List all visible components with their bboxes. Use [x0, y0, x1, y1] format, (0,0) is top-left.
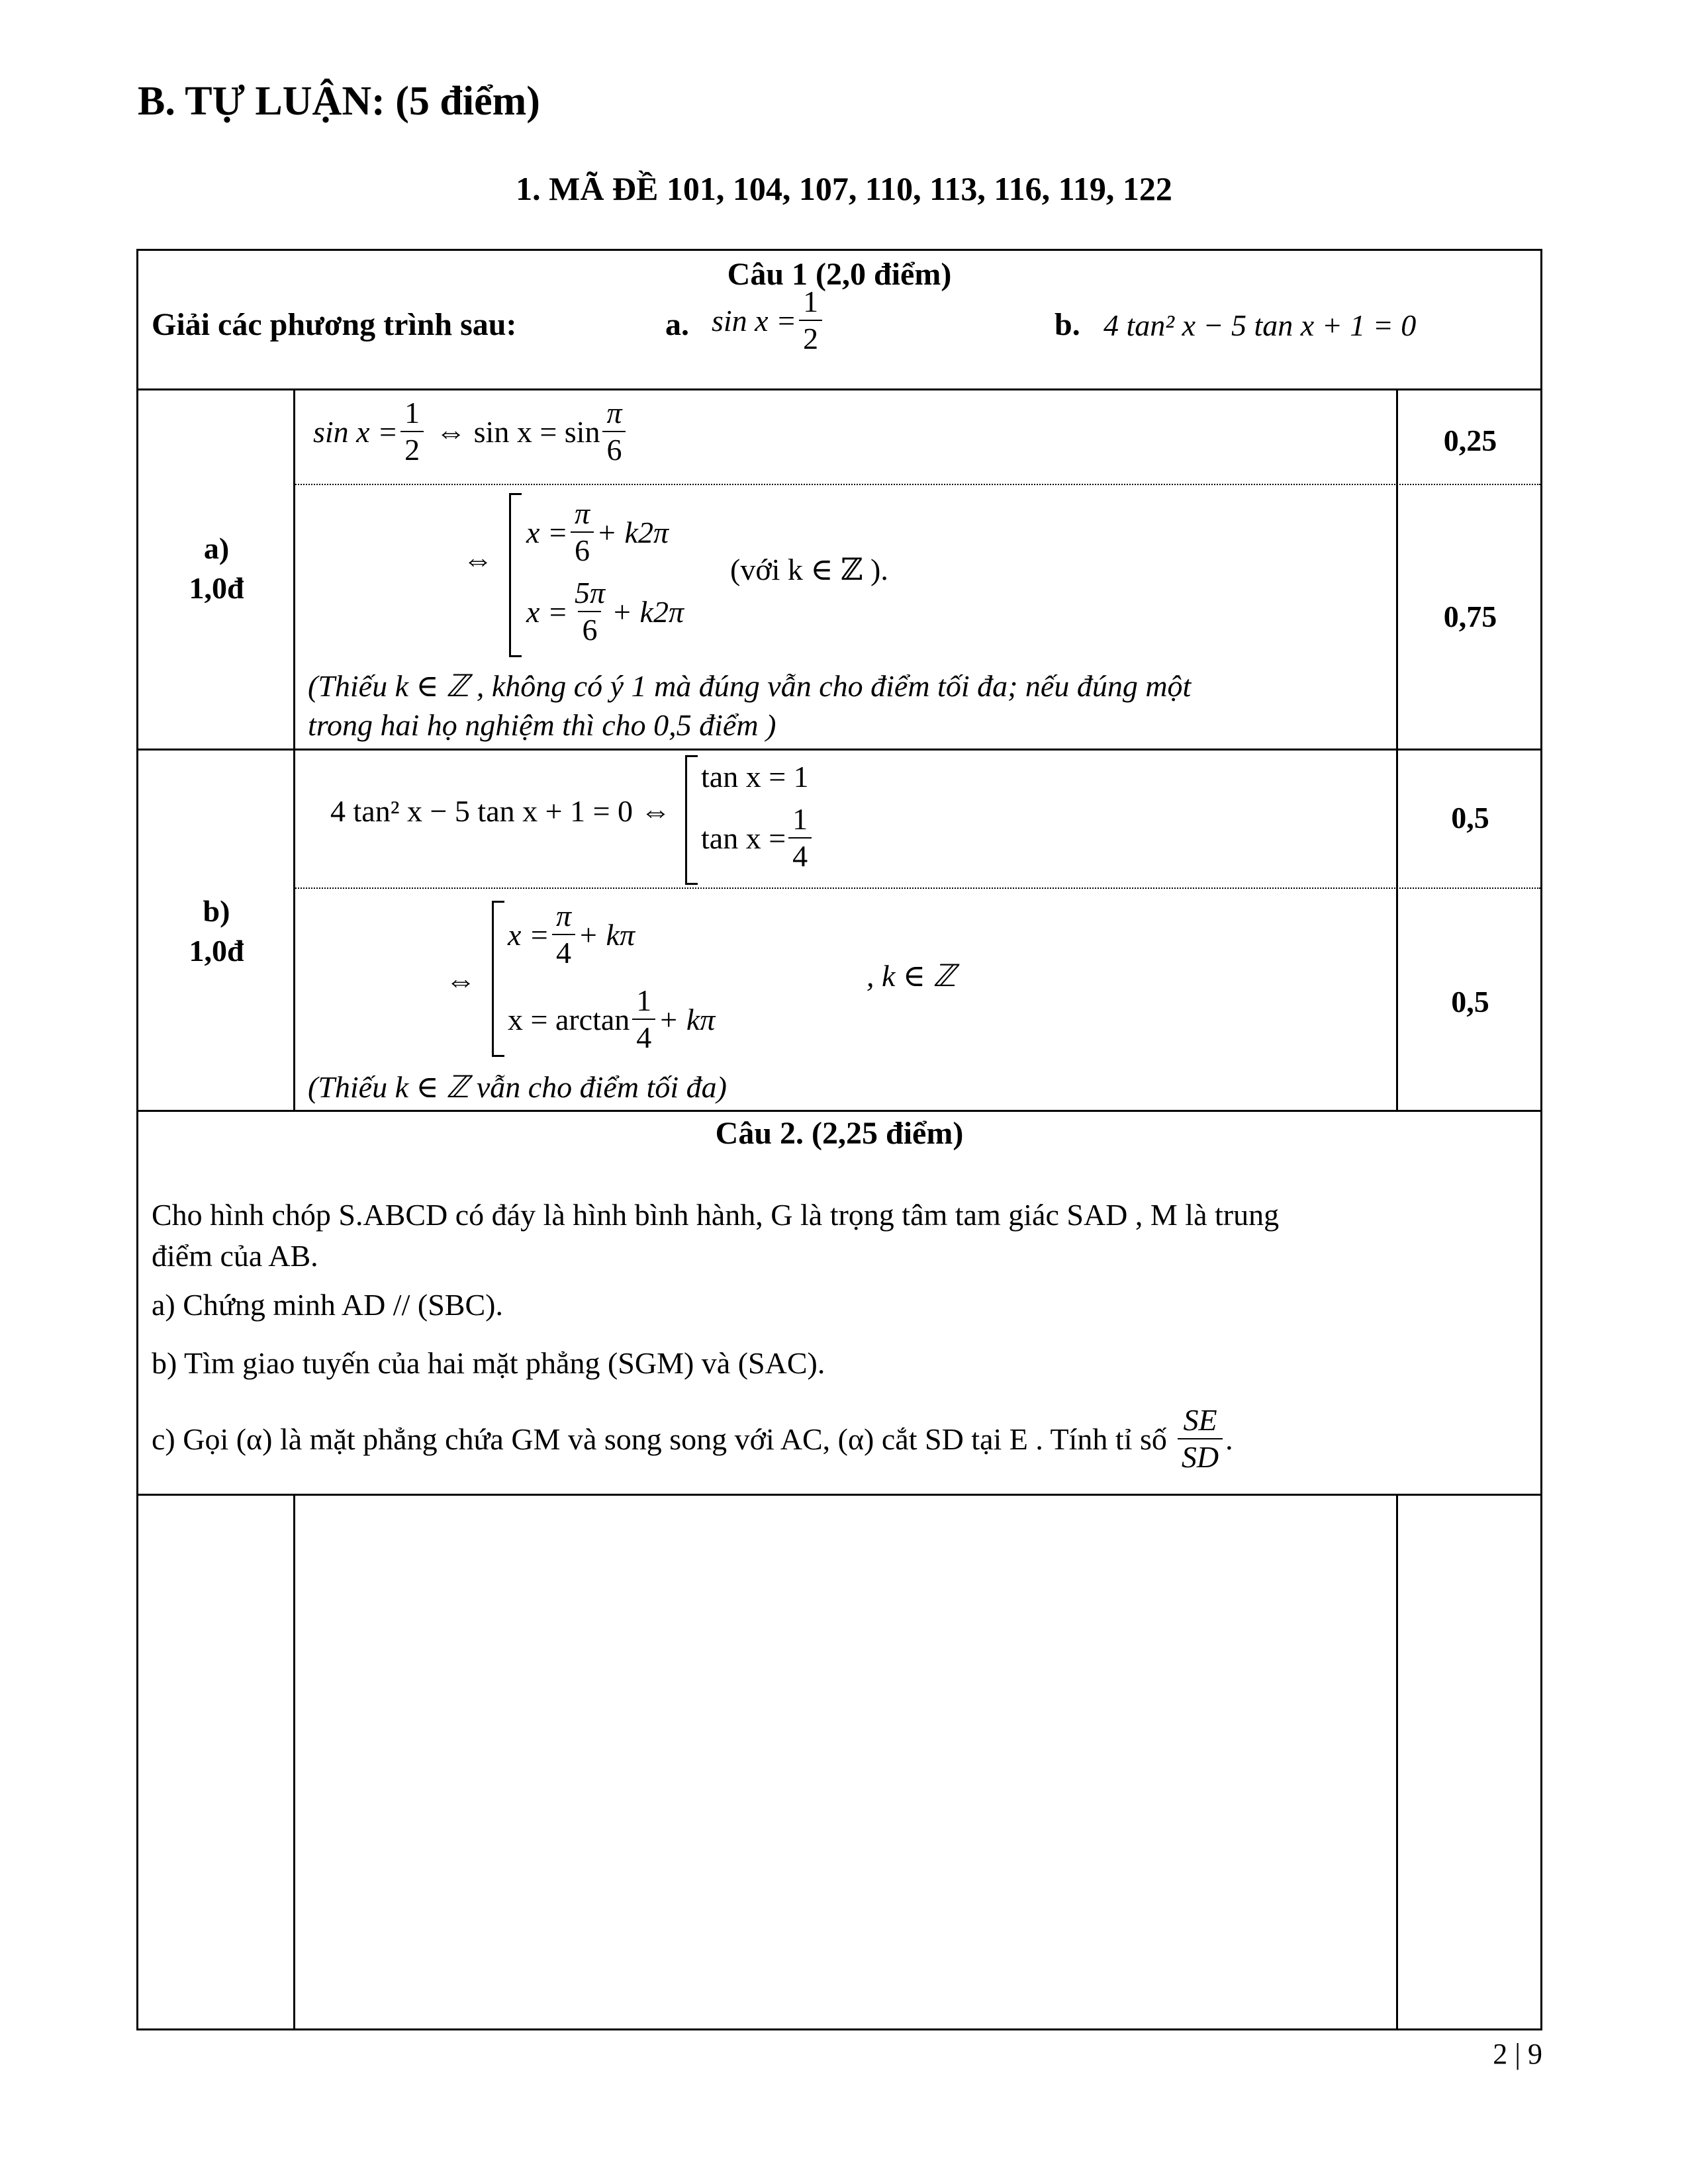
denominator: 6 [578, 611, 601, 645]
q2-part-a: a) Chứng minh AD // (SBC). [152, 1288, 503, 1322]
dotted-divider [293, 887, 1540, 889]
row-divider [138, 749, 1540, 751]
q1-eq-a [712, 287, 825, 354]
part-b-name: b) [203, 894, 230, 928]
part-a-step1-mid: ⇔ sin x = sin [436, 414, 600, 449]
fraction [400, 398, 424, 465]
row-divider [138, 388, 1540, 390]
denominator: 6 [571, 531, 594, 566]
part-a-label [138, 529, 295, 608]
part-a-score-2: 0,75 [1443, 600, 1497, 633]
answer-table [136, 249, 1542, 2030]
q1-eq-b: 4 tan² x − 5 tan x + 1 = 0 [1103, 308, 1417, 342]
var-x: x = [526, 594, 568, 629]
row-divider [138, 1110, 1540, 1112]
denominator: 4 [632, 1019, 655, 1053]
q2-heading: Câu 2. (2,25 điểm) [715, 1116, 964, 1151]
q1-eq-a-lhs: sin x = [712, 303, 797, 338]
part-a-note-2: trong hai họ nghiệm thì cho 0,5 điểm ) [308, 708, 776, 742]
fraction [602, 398, 626, 465]
part-a-solution-2 [526, 578, 684, 645]
part-b-score-1: 0,5 [1451, 801, 1489, 835]
part-b-k-condition: , k ∈ ℤ [867, 959, 956, 993]
q2-part-b: b) Tìm giao tuyến của hai mặt phẳng (SGM) và (SAC). [152, 1346, 825, 1380]
denominator: 2 [400, 431, 424, 465]
sol-rest: + kπ [658, 1002, 716, 1036]
part-a-points: 1,0đ [189, 570, 244, 605]
page-number: 2 | 9 [1493, 2038, 1542, 2070]
sol-rest: + kπ [578, 917, 635, 952]
denominator: SD [1178, 1438, 1223, 1473]
sol-rest: + k2π [596, 515, 669, 549]
iff-symbol: ⇔ [463, 543, 493, 576]
denominator: 6 [602, 431, 626, 465]
part-b-note: (Thiếu k ∈ ℤ vẫn cho điểm tối đa) [308, 1070, 727, 1104]
part-b-case-1: tan x = 1 [701, 760, 809, 794]
part-b-points: 1,0đ [189, 933, 244, 968]
row-divider [138, 1494, 1540, 1496]
numerator: SE [1183, 1403, 1217, 1437]
q2-part-c-text: c) Gọi (α) là mặt phẳng chứa GM và song song với AC, (α) cắt SD tại E . Tính tỉ số [152, 1422, 1167, 1456]
column-divider [1396, 1494, 1398, 2028]
dotted-divider [293, 484, 1540, 485]
fraction [571, 578, 609, 645]
part-b-solution-2 [508, 985, 715, 1053]
var-x: x = [526, 515, 568, 549]
ratio-end: . [1225, 1422, 1233, 1456]
var-x: x = [508, 917, 549, 952]
denominator: 4 [788, 837, 812, 872]
part-a-score-1: 0,25 [1443, 424, 1497, 457]
fraction [788, 804, 812, 872]
fraction [571, 498, 594, 566]
part-b-solution-1 [508, 901, 635, 968]
numerator: 5π [574, 576, 606, 610]
fraction [1178, 1405, 1223, 1473]
var-x-arctan: x = arctan [508, 1002, 630, 1036]
q1-heading: Câu 1 (2,0 điểm) [727, 257, 952, 292]
case-lhs: tan x = [701, 821, 786, 855]
q2-part-c [152, 1405, 1233, 1473]
part-a-solution-1 [526, 498, 669, 566]
part-b-label [138, 891, 295, 971]
bracket [492, 901, 504, 1057]
numerator: 1 [803, 285, 819, 318]
numerator: π [606, 396, 622, 430]
bracket [509, 493, 522, 657]
denominator: 4 [552, 934, 575, 968]
bracket [685, 755, 698, 885]
q1-prompt: Giải các phương trình sau: [152, 307, 517, 342]
sol-rest: + k2π [612, 594, 684, 629]
part-b-score-2: 0,5 [1451, 985, 1489, 1019]
numerator: π [555, 899, 572, 933]
part-a-name: a) [203, 531, 230, 565]
part-b-step1: 4 tan² x − 5 tan x + 1 = 0 ⇔ [330, 794, 671, 828]
fraction [632, 985, 655, 1053]
q2-line-1: Cho hình chóp S.ABCD có đáy là hình bình hành, G là trọng tâm tam giác SAD , M là trung [152, 1198, 1280, 1232]
section-title: B. TỰ LUẬN: (5 điểm) [138, 79, 540, 124]
iff-symbol: ⇔ [445, 964, 476, 997]
numerator: 1 [404, 396, 420, 430]
q1-label-b: b. [1055, 307, 1080, 342]
part-a-k-condition: (với k ∈ ℤ ). [730, 553, 888, 586]
exam-codes-heading: 1. MÃ ĐỀ 101, 104, 107, 110, 113, 116, 119, 122 [516, 170, 1172, 207]
part-a-note: (Thiếu k ∈ ℤ , không có ý 1 mà đúng vẫn cho điểm tối đa; nếu đúng một [308, 669, 1192, 703]
denominator: 2 [799, 320, 822, 354]
part-a-step1-lhs: sin x = [313, 414, 399, 449]
part-a-step1 [313, 398, 629, 465]
numerator: π [574, 496, 590, 530]
fraction [799, 287, 822, 354]
q1-label-a: a. [665, 307, 689, 342]
fraction [552, 901, 575, 968]
column-divider [293, 1494, 295, 2028]
part-b-case-2 [701, 804, 814, 872]
numerator: 1 [636, 983, 652, 1017]
q2-line-2: điểm của AB. [152, 1239, 318, 1273]
numerator: 1 [792, 802, 808, 836]
